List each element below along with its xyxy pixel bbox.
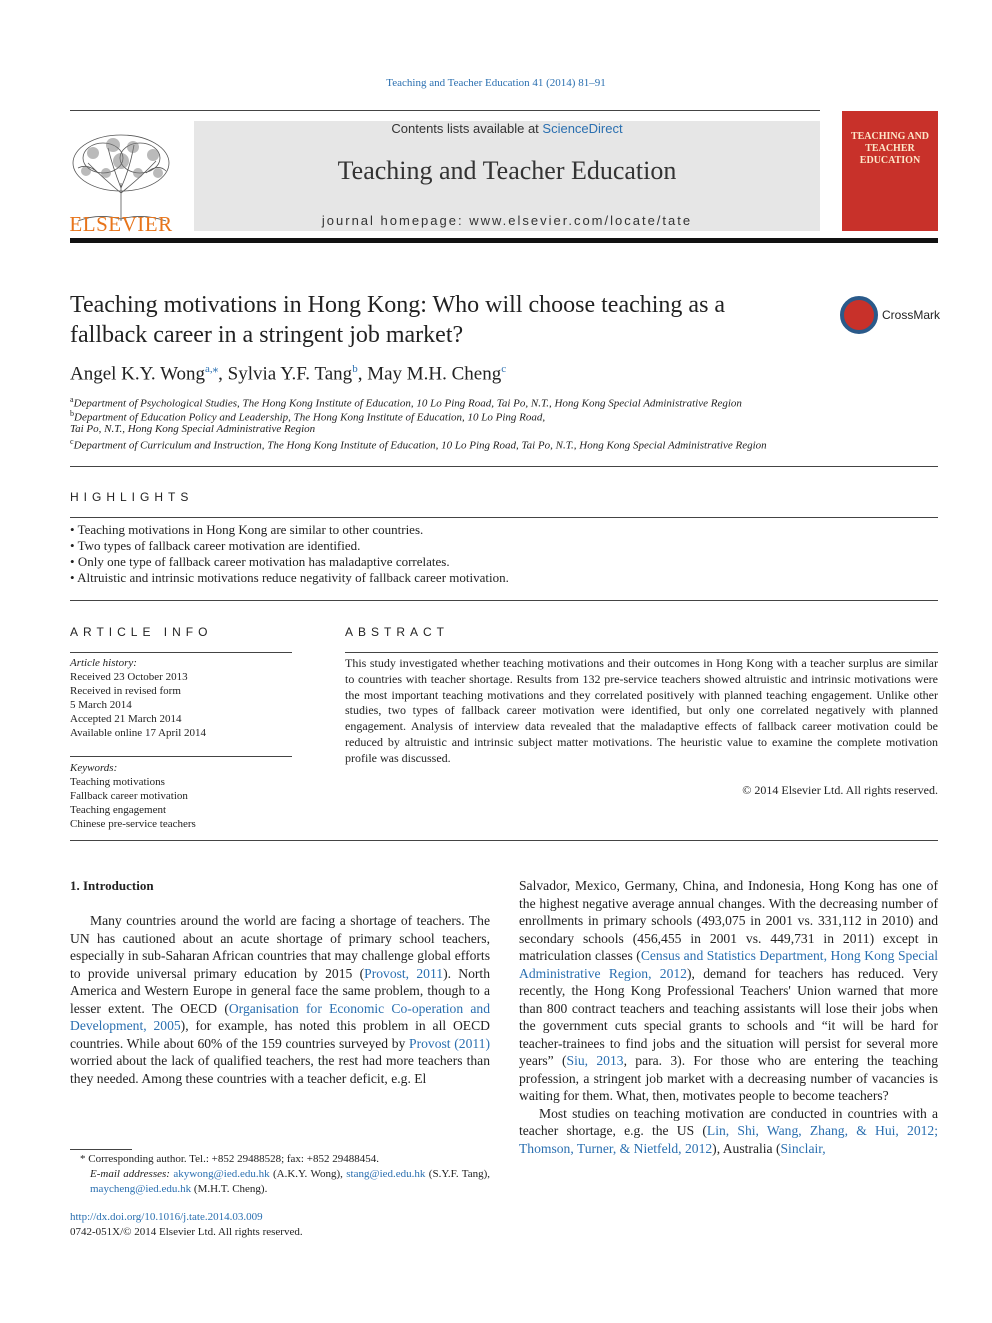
body-text-run: ), for example, has noted this problem in all OECD countries. While about 60% of the 159 countries surveyed by	[70, 1018, 490, 1051]
crossmark-button[interactable]	[840, 296, 940, 336]
citation-link[interactable]: Organisation for Economic Co-operation and Development, 2005	[70, 1000, 490, 1033]
keywords-label: Keywords:	[70, 762, 118, 774]
author-affiliation-marker[interactable]: c	[501, 363, 507, 375]
corresponding-author: * Corresponding author. Tel.: +852 29488528; fax: +852 29488454.	[80, 1153, 379, 1165]
body-text-run: Salvador, Mexico, Germany, China, and Indonesia, Hong Kong has one of the highest negative average annual changes. With the decreasing number of enrollments in primary schools (493,075 in 2001 vs. 331,112 in 2010) and secondary schools (456,455 in 2001 vs. 449,731 in 2011) except in matriculation classes (	[519, 878, 938, 963]
keywords-rule	[70, 756, 292, 757]
email-link[interactable]: maycheng@ied.edu.hk	[90, 1183, 192, 1195]
article-history-label: Article history:	[70, 657, 137, 669]
author-affiliation-marker[interactable]: b	[352, 363, 358, 375]
affiliation-text: Department of Curriculum and Instruction, The Hong Kong Institute of Education, 10 Lo Ping Road, Tai Po, N.T., Hong Kong Special Administrative Region	[73, 439, 767, 452]
author-separator: ,	[218, 363, 228, 385]
keywords	[70, 761, 292, 831]
keyword[interactable]: Fallback career motivation	[70, 790, 188, 802]
body-text-run: Most studies on teaching motivation are conducted in countries with a teacher shortage, e.g. the US (	[519, 1105, 938, 1138]
body-text-run: , para. 3). For those who are entering the teaching profession, a stringent job market with a decreasing number of vacancies is waiting for them. What, then, motivates people to become teachers?	[519, 1053, 938, 1103]
abstract-rule	[345, 652, 938, 653]
highlight-text: Teaching motivations in Hong Kong are similar to other countries.	[77, 522, 424, 537]
affiliation-text: Department of Psychological Studies, The Hong Kong Institute of Education, 10 Lo Ping Road, Tai Po, N.T., Hong Kong Special Administrative Region	[73, 397, 742, 410]
keyword[interactable]: Teaching engagement	[70, 804, 167, 816]
section-divider	[70, 466, 938, 467]
affiliation-b-cont	[70, 423, 315, 435]
body-text-run: Many countries around the world are facing a shortage of teachers. The UN has cautioned about an acute shortage of primary school teachers, especially in sub-Saharan African countries that may challenge global efforts to provide universal primary education by 2015 (	[70, 913, 490, 981]
journal-name: Teaching and Teacher Education	[337, 156, 677, 185]
body-text-run: ). North America and Western Europe in general face the same problem, though to a lesser extent. The OECD (	[70, 965, 490, 1016]
keyword[interactable]: Teaching motivations	[70, 776, 165, 788]
author-name: May M.H. Cheng	[367, 363, 502, 385]
highlight-item: • Only one type of fallback career motivation has maladaptive correlates.	[70, 554, 450, 569]
highlights-heading: HIGHLIGHTS	[70, 490, 194, 504]
author-separator: ,	[357, 363, 368, 385]
citation-link[interactable]: Siu, 2013	[566, 1053, 624, 1068]
doi-link[interactable]: http://dx.doi.org/10.1016/j.tate.2014.03.009	[70, 1211, 263, 1223]
article-title-line1: Teaching motivations in Hong Kong: Who will choose teaching as a	[70, 292, 726, 318]
abstract-heading: ABSTRACT	[345, 625, 450, 639]
crossmark-label: CrossMark	[882, 308, 941, 322]
email-link[interactable]: stang@ied.edu.hk	[346, 1168, 426, 1180]
contents-prefix: Contents lists available at	[391, 121, 543, 136]
email-link[interactable]: akywong@ied.edu.hk	[173, 1168, 270, 1180]
article-title-line2: fallback career in a stringent job market?	[70, 322, 464, 348]
front-matter-bottom-rule	[70, 840, 938, 841]
body-text-run: worried about the lack of qualified teachers, the rest had more teachers than they needed. Among these countries with a teacher deficit, e.g. El	[70, 1053, 490, 1086]
highlights-top-rule	[70, 517, 938, 518]
history-entry: Received in revised form	[70, 685, 181, 697]
cover-title: TEACHING AND TEACHER EDUCATION	[850, 131, 930, 166]
highlight-item: • Teaching motivations in Hong Kong are similar to other countries.	[70, 522, 424, 537]
highlight-item: • Altruistic and intrinsic motivations reduce negativity of fallback career motivation.	[70, 570, 509, 585]
citation-link[interactable]: Provost, 2011	[364, 965, 444, 981]
paragraph	[519, 1105, 938, 1158]
citation-link[interactable]: Lin, Shi, Wang, Zhang, & Hui, 2012; Thomson, Turner, & Nietfeld, 2012	[519, 1123, 938, 1156]
corresponding-author-footnote	[70, 1152, 490, 1197]
history-entry: Received 23 October 2013	[70, 671, 188, 683]
footnote-rule	[70, 1149, 132, 1150]
author-list	[70, 362, 506, 385]
affiliation-a	[70, 395, 742, 410]
issn-copyright: 0742-051X/© 2014 Elsevier Ltd. All rights reserved.	[70, 1226, 303, 1238]
history-entry: 5 March 2014	[70, 699, 132, 711]
article-info-rule	[70, 652, 292, 653]
history-entry: Accepted 21 March 2014	[70, 713, 182, 725]
abstract-text: This study investigated whether teaching motivations and their outcomes in Hong Kong with a teacher surplus are similar to countries with teacher shortage. Results from 132 pre-service teachers showed altruistic and intrinsic motivations were the most important teaching motivations and they correlated positively with planned teaching engagement. Unlike other studies, two types of fallback career motivation were identified, but only one correlated negatively with planned engagement. Analysis of interview data revealed that the maladaptive effects of fallback career motivation could be reduced by altruistic and intrinsic subject matter motivations. The heuristic value to examine the complete motivation profile was discussed.	[345, 656, 938, 765]
affiliation-b	[70, 409, 545, 424]
affiliation-c	[70, 437, 767, 452]
abstract-copyright: © 2014 Elsevier Ltd. All rights reserved.	[742, 783, 938, 797]
author-affiliation-marker[interactable]: a,⁎	[205, 363, 219, 375]
highlight-item: • Two types of fallback career motivation are identified.	[70, 538, 361, 553]
journal-citation[interactable]: Teaching and Teacher Education 41 (2014) 81–91	[386, 77, 606, 89]
intro-column-2	[519, 877, 938, 1157]
citation-link[interactable]: Census and Statistics Department, Hong Kong Special Administrative Region, 2012	[519, 948, 938, 981]
body-text-run: ), Australia (	[712, 1140, 781, 1156]
intro-column-1	[70, 912, 490, 1087]
affiliation-text: Department of Education Policy and Leadership, The Hong Kong Institute of Education, 10 Lo Ping Road,	[74, 411, 546, 424]
citation-link[interactable]: Provost (2011)	[409, 1035, 490, 1051]
affiliation-text: Tai Po, N.T., Hong Kong Special Administrative Region	[70, 423, 316, 435]
crossmark-icon	[840, 296, 878, 334]
highlight-text: Only one type of fallback career motivation has maladaptive correlates.	[77, 554, 450, 569]
keyword[interactable]: Chinese pre-service teachers	[70, 818, 196, 830]
email-label: E-mail addresses:	[90, 1168, 174, 1180]
highlight-text: Altruistic and intrinsic motivations reduce negativity of fallback career motivation.	[77, 570, 509, 585]
email-owner: (A.K.Y. Wong),	[269, 1168, 347, 1180]
article-info-heading: ARTICLE INFO	[70, 625, 213, 639]
highlights-bottom-rule	[70, 600, 938, 601]
citation-link[interactable]: Sinclair,	[780, 1140, 826, 1156]
top-rule	[70, 110, 820, 111]
author-name: Sylvia Y.F. Tang	[227, 363, 353, 385]
article-history	[70, 656, 292, 740]
contents-line	[194, 121, 820, 136]
article-title	[70, 290, 830, 350]
journal-homepage[interactable]: journal homepage: www.elsevier.com/locate/tate	[321, 213, 693, 228]
elsevier-wordmark[interactable]: ELSEVIER	[69, 212, 173, 236]
history-entry: Available online 17 April 2014	[70, 727, 207, 739]
affiliation-marker: b	[70, 409, 74, 418]
sciencedirect-link[interactable]: ScienceDirect	[542, 121, 623, 136]
paragraph	[519, 877, 938, 1105]
author-name: Angel K.Y. Wong	[70, 363, 205, 385]
email-owner: (M.H.T. Cheng).	[191, 1183, 268, 1195]
body-text-run: ), demand for teachers has reduced. Very recently, the Hong Kong Professional Teachers' Union warned that more than 800 contract teachers and teaching assistants will lose their jobs when the government cuts special grants to schools and “it will be hard for teacher-trainees to find jobs and the situation will persist for several more years” (	[519, 965, 938, 1068]
masthead-rule	[70, 238, 938, 243]
highlight-text: Two types of fallback career motivation are identified.	[77, 538, 361, 553]
section-heading-introduction: 1. Introduction	[70, 878, 154, 893]
affiliation-marker: a	[70, 395, 74, 404]
journal-cover-thumbnail[interactable]	[842, 111, 938, 231]
affiliation-marker: c	[70, 437, 74, 446]
email-owner: (S.Y.F. Tang),	[425, 1168, 491, 1180]
